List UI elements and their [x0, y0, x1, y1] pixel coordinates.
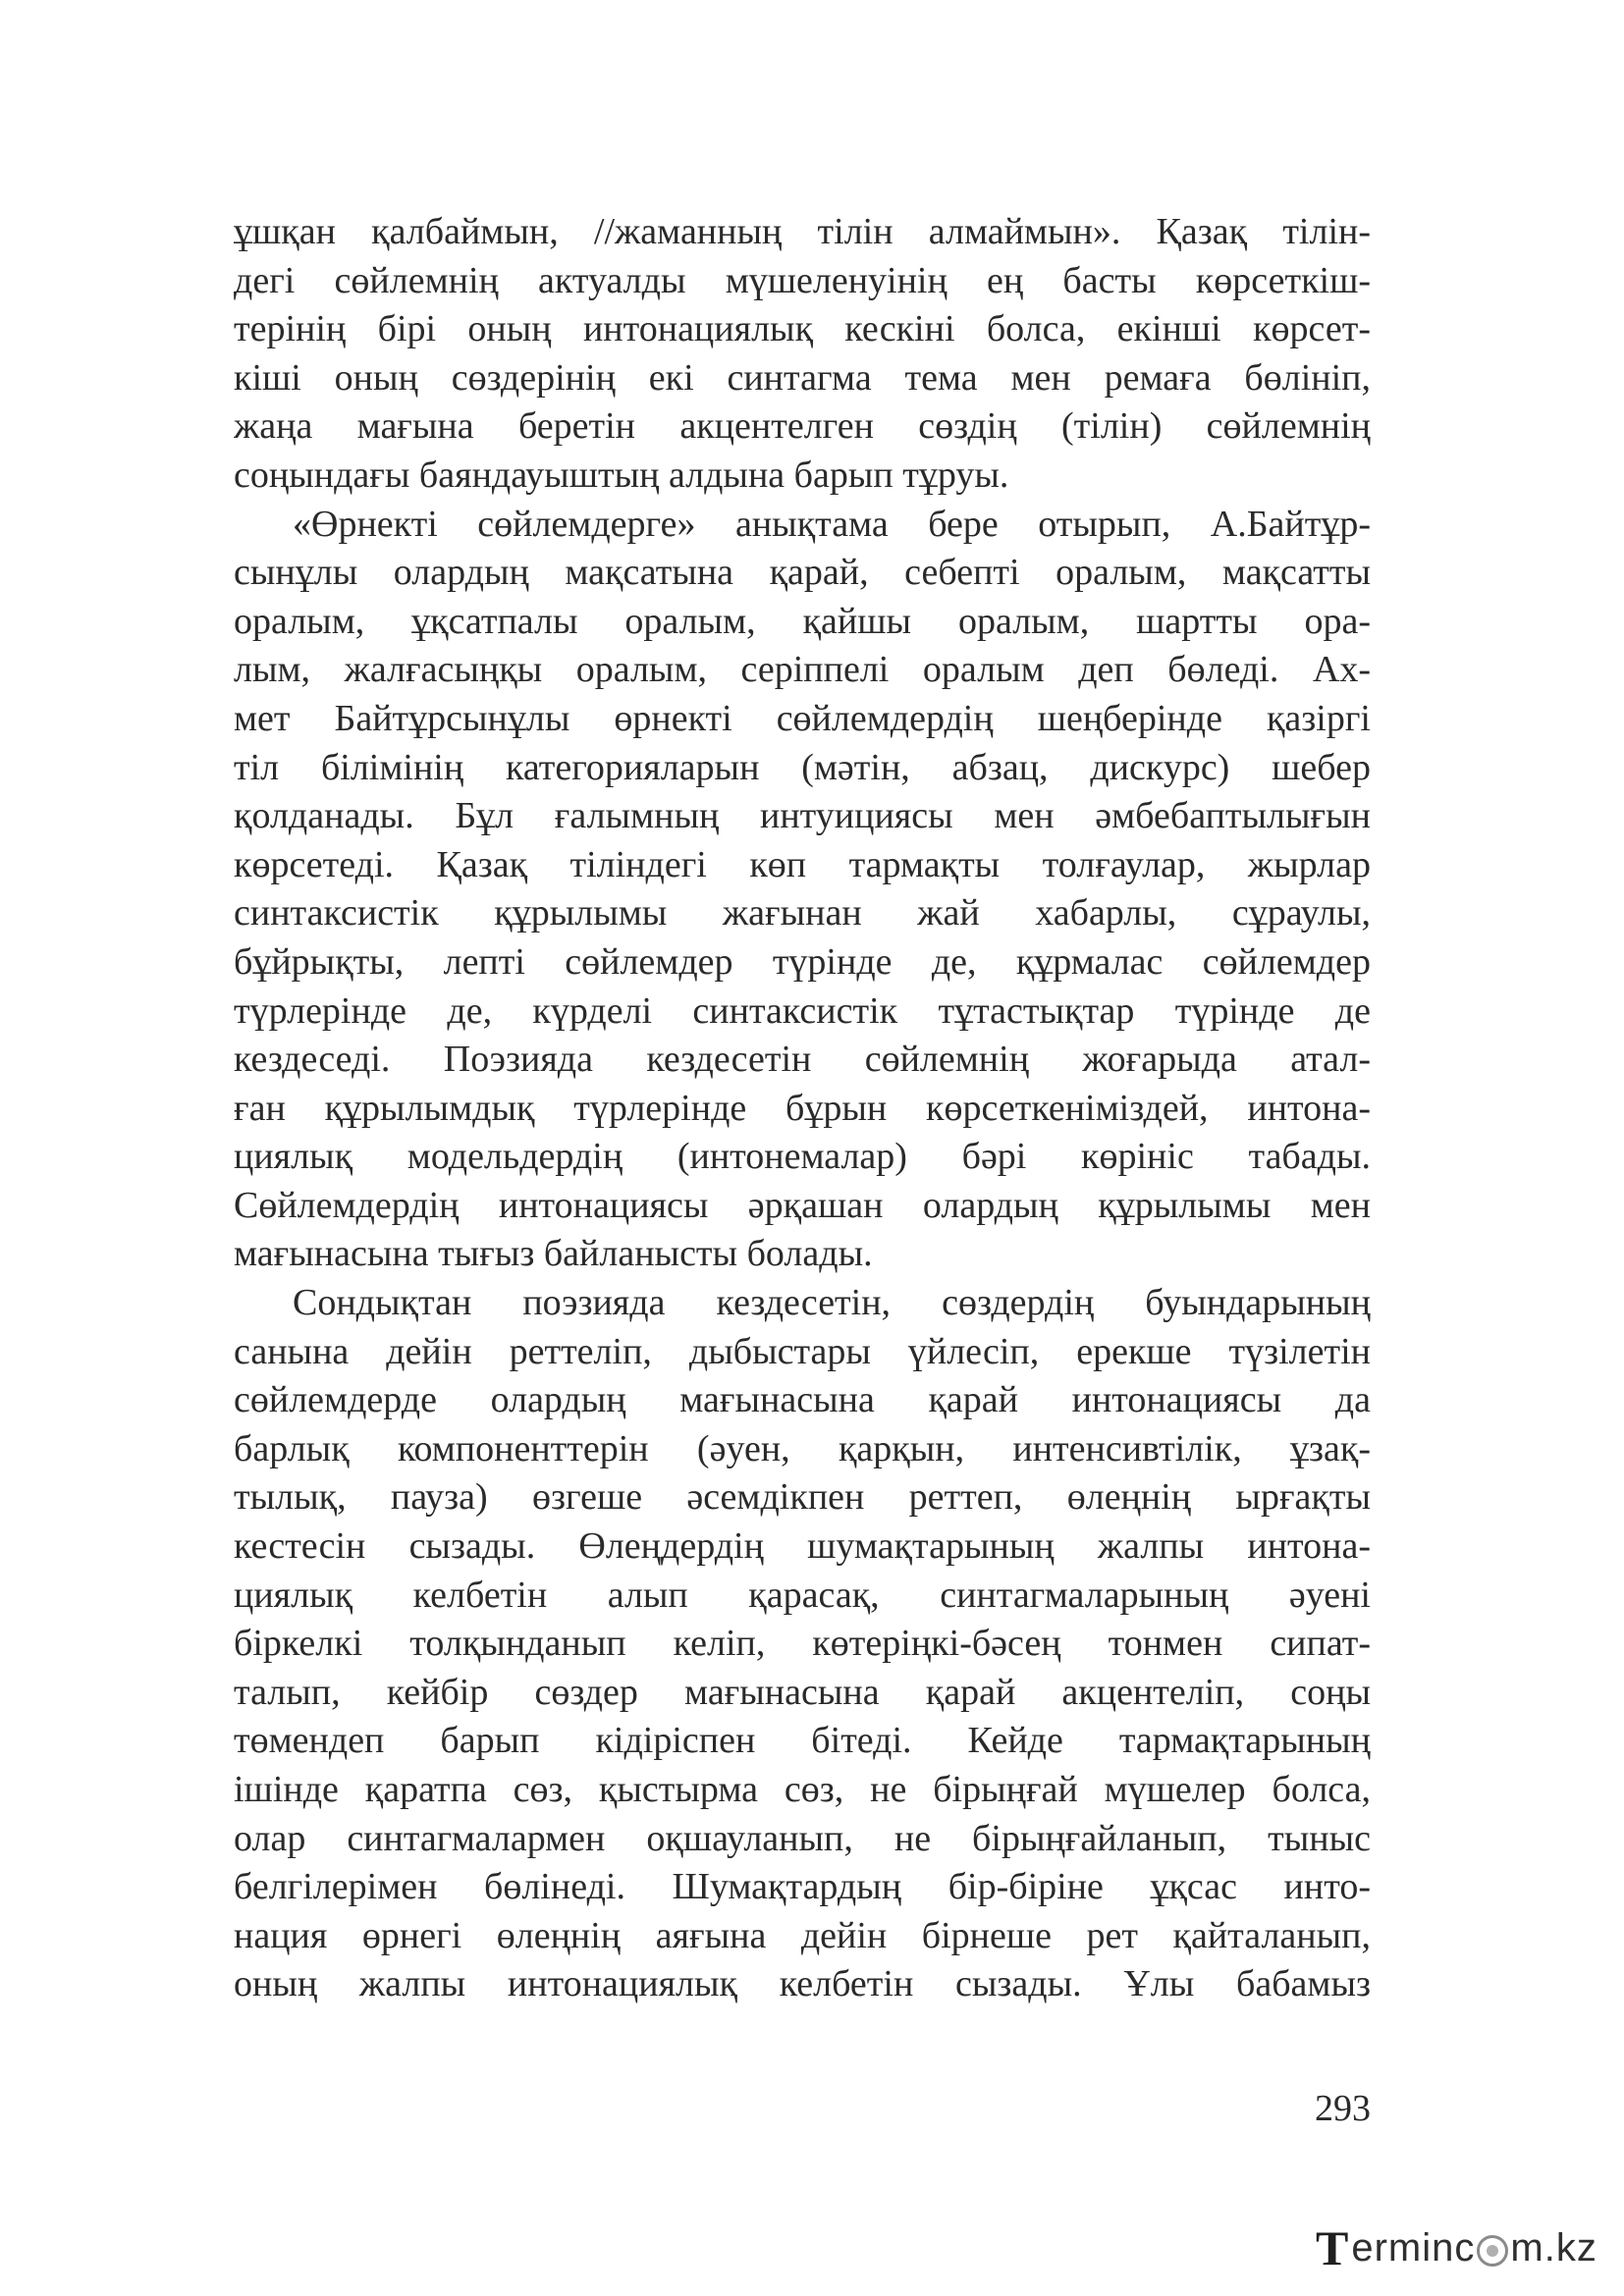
text-line-23: Сондықтан поэзияда кездесетін, сөздердің буындарының	[293, 1282, 1371, 1324]
termincom-watermark	[1316, 2220, 1597, 2275]
text-line-10: лым, жалғасыңқы оралым, серіппелі оралым деп бөледі. Ах-	[234, 649, 1371, 691]
text-line-25: сөйлемдерде олардың мағынасына қарай интонациясы да	[234, 1379, 1371, 1421]
text-line-33: ішінде қаратпа сөз, қыстырма сөз, не бірыңғай мүшелер болса,	[234, 1769, 1371, 1810]
text-line-30: біркелкі толқынданып келіп, көтеріңкі-бәсең тонмен сипат-	[234, 1623, 1371, 1665]
text-line-19: ған құрылымдық түрлерінде бұрын көрсеткеніміздей, интона-	[234, 1087, 1371, 1129]
text-line-26: барлық компоненттерін (әуен, қарқын, интенсивтілік, ұзақ-	[234, 1427, 1371, 1469]
text-line-20: циялық модельдердің (интонемалар) бәрі көрініс табады.	[234, 1136, 1371, 1178]
text-line-35: белгілерімен бөлінеді. Шумақтардың бір-біріне ұқсас инто-	[234, 1866, 1371, 1908]
text-line-13: қолданады. Бұл ғалымның интуициясы мен әмбебаптылығын	[234, 795, 1371, 837]
text-line-24: санына дейін реттеліп, дыбыстары үйлесіп, ерекше түзілетін	[234, 1330, 1371, 1372]
watermark-text-two: m.kz	[1510, 2225, 1597, 2269]
watermark-o-circle-icon	[1477, 2235, 1508, 2267]
body-text	[234, 208, 1371, 2009]
text-line-6: соңындағы баяндауыштың алдына барып тұруы.	[234, 454, 1009, 496]
text-line-34: олар синтагмалармен оқшауланып, не бірыңғайланып, тыныс	[234, 1817, 1371, 1859]
text-line-15: синтаксистік құрылымы жағынан жай хабарлы, сұраулы,	[234, 892, 1371, 934]
text-line-36: нация өрнегі өлеңнің аяғына дейін бірнеше рет қайталанып,	[234, 1914, 1371, 1956]
text-line-11: мет Байтұрсынұлы өрнекті сөйлемдердің шеңберінде қазіргі	[234, 697, 1371, 739]
text-line-28: кестесін сызады. Өлеңдердің шумақтарының жалпы интона-	[234, 1525, 1371, 1568]
text-line-14: көрсетеді. Қазақ тіліндегі көп тармақты толғаулар, жырлар	[234, 843, 1371, 885]
text-line-4: кіші оның сөздерінің екі синтагма тема мен ремаға бөлініп,	[234, 356, 1371, 399]
text-line-32: төмендеп барып кідіріспен бітеді. Кейде тармақтарының	[234, 1720, 1371, 1762]
text-line-31: талып, кейбір сөздер мағынасына қарай акцентеліп, соңы	[234, 1671, 1371, 1713]
text-line-27: тылық, пауза) өзгеше әсемдікпен реттеп, өлеңнің ырғақты	[234, 1476, 1371, 1519]
text-line-5: жаңа мағына беретін акцентелген сөздің (тілін) сөйлемнің	[234, 405, 1371, 448]
text-line-9: оралым, ұқсатпалы оралым, қайшы оралым, шартты ора-	[234, 600, 1371, 642]
text-line-1: ұшқан қалбаймын, //жаманның тілін алмаймын». Қазақ тілін-	[234, 211, 1371, 252]
text-line-17: түрлерінде де, күрделі синтаксистік тұтастықтар түрінде де	[234, 989, 1371, 1032]
text-line-8: сынұлы олардың мақсатына қарай, себепті оралым, мақсатты	[234, 552, 1371, 594]
text-line-29: циялық келбетін алып қарасақ, синтагмаларының әуені	[234, 1574, 1371, 1616]
text-line-2: дегі сөйлемнің актуалды мүшеленуінің ең басты көрсеткіш-	[234, 259, 1371, 301]
text-line-7: «Өрнекті сөйлемдерге» анықтама бере отырып, А.Байтұр-	[293, 503, 1371, 545]
watermark-t-letter: T	[1316, 2220, 1350, 2275]
watermark-text-one: erminc	[1351, 2225, 1476, 2269]
text-line-22: мағынасына тығыз байланысты болады.	[234, 1233, 873, 1275]
text-line-3: терінің бірі оның интонациялық кескіні болса, екінші көрсет-	[234, 308, 1371, 350]
page-number: 293	[1315, 2088, 1371, 2129]
text-line-21: Сөйлемдердің интонациясы әрқашан олардың құрылымы мен	[234, 1184, 1371, 1226]
text-line-16: бұйрықты, лепті сөйлемдер түрінде де, құрмалас сөйлемдер	[234, 940, 1371, 983]
text-line-37: оның жалпы интонациялық келбетін сызады. Ұлы бабамыз	[234, 1963, 1371, 2005]
text-line-12: тіл білімінің категорияларын (мәтін, абзац, дискурс) шебер	[234, 746, 1371, 788]
text-line-18: кездеседі. Поэзияда кездесетін сөйлемнің жоғарыда атал-	[234, 1039, 1371, 1081]
